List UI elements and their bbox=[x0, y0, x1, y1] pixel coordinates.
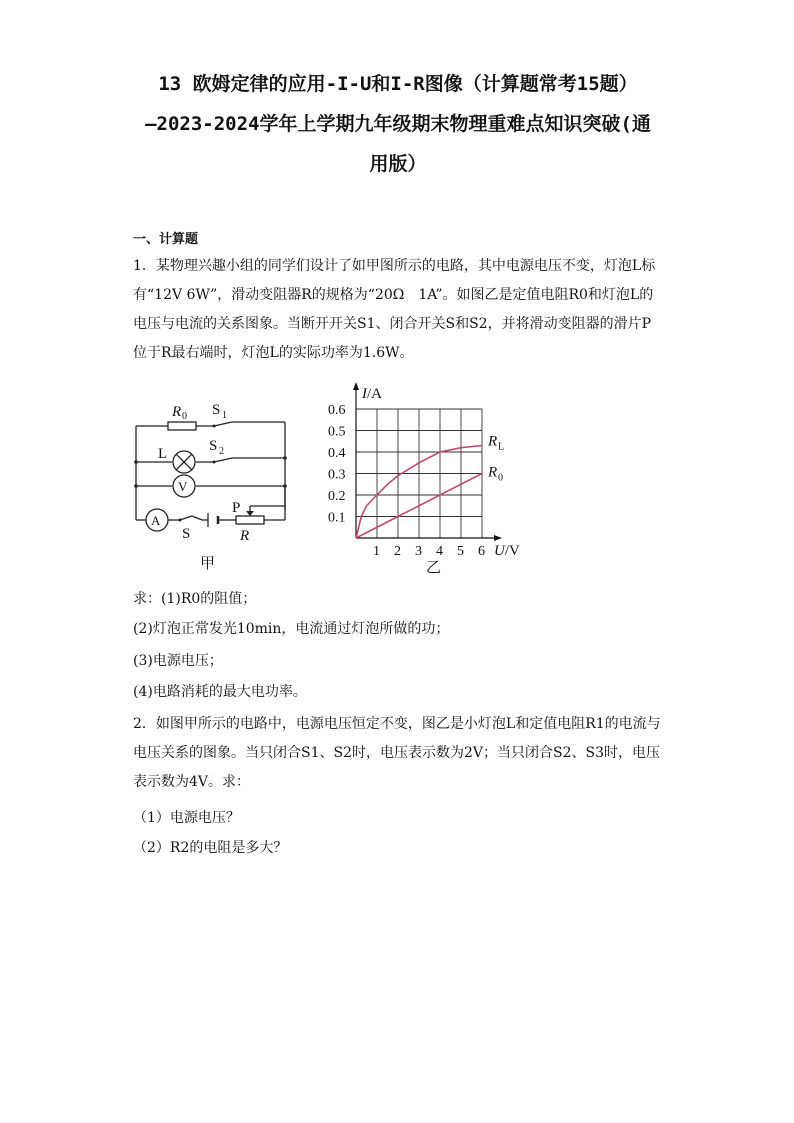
ammeter-symbol: A bbox=[151, 513, 161, 528]
label-slider: P bbox=[232, 500, 241, 516]
chart-axes bbox=[353, 382, 505, 541]
circuit-caption: 甲 bbox=[200, 556, 216, 572]
voltmeter-symbol: V bbox=[178, 479, 188, 494]
label-lamp: L bbox=[158, 446, 168, 462]
title-line-3: 用版） bbox=[369, 153, 427, 175]
x-axis-label: U/V bbox=[494, 543, 520, 559]
label-main-switch: S bbox=[182, 526, 191, 542]
y-tick-label: 0.5 bbox=[328, 424, 346, 440]
x-tick-label: 6 bbox=[478, 544, 485, 559]
y-axis-label: I/A bbox=[362, 386, 382, 402]
question-1-ask-3: (3)电源电压； bbox=[133, 653, 223, 669]
x-tick-label: 3 bbox=[415, 544, 422, 559]
label-s2-sub: 2 bbox=[219, 446, 224, 457]
question-1-stem: 1．某物理兴趣小组的同学们设计了如甲图所示的电路，其中电源电压不变，灯泡L标有“12V 6W”，滑动变阻器R的规格为“20Ω 1A”。如图乙是定值电阻R0和灯泡L的电压与电流的关系图象。当断开开关S1、闭合开关S和S2，并将滑动变阻器的滑片P位于R最右端时，灯泡L的实际功率为1.6W。 bbox=[133, 258, 656, 361]
rheostat-arrow bbox=[246, 511, 254, 516]
question-2-ask-1: （1）电源电压？ bbox=[133, 810, 240, 826]
title-line-2: —2023-2024学年上学期九年级期末物理重难点知识突破(通 bbox=[145, 113, 651, 135]
question-1-ask-4: (4)电路消耗的最大电功率。 bbox=[133, 684, 307, 700]
figure-svg bbox=[128, 378, 548, 578]
chart-caption: 乙 bbox=[426, 560, 442, 576]
y-tick-label: 0.2 bbox=[328, 489, 346, 504]
document-title bbox=[120, 64, 676, 184]
x-tick-label: 1 bbox=[373, 544, 380, 559]
chart-grid bbox=[356, 409, 482, 538]
chart-tick-labels bbox=[328, 403, 485, 559]
y-tick-label: 0.6 bbox=[328, 403, 346, 418]
x-tick-label: 5 bbox=[457, 544, 464, 559]
y-tick-label: 0.1 bbox=[328, 510, 346, 526]
series-label-r0: R bbox=[488, 464, 498, 481]
question-1-figure bbox=[128, 378, 548, 582]
label-r0-sub: 0 bbox=[182, 411, 187, 422]
y-axis-arrow bbox=[353, 382, 359, 390]
question-2-stem: 2．如图甲所示的电路中，电源电压恒定不变，图乙是小灯泡L和定值电阻R1的电流与电压关系的图象。当只闭合S1、S2时，电压表示数为2V；当只闭合S2、S3时，电压表示数为4V。求： bbox=[133, 716, 661, 790]
label-s1-sub: 1 bbox=[222, 410, 227, 421]
question-1-ask-1: 求：(1)R0的阻值； bbox=[133, 591, 257, 607]
x-axis-arrow bbox=[494, 535, 502, 541]
question-2-ask-2: （2）R2的电阻是多大？ bbox=[133, 840, 288, 856]
x-tick-label: 4 bbox=[436, 544, 443, 559]
question-1-ask-2: (2)灯泡正常发光10min，电流通过灯泡所做的功； bbox=[133, 621, 450, 637]
label-r0: R bbox=[172, 404, 182, 420]
label-rheostat: R bbox=[240, 528, 250, 544]
y-tick-label: 0.3 bbox=[328, 467, 346, 483]
iu-chart bbox=[328, 382, 520, 576]
series-label-sub-r0: 0 bbox=[498, 472, 503, 484]
series-label-rl: R bbox=[488, 433, 498, 450]
label-s2: S bbox=[209, 438, 218, 454]
section-heading: 一、计算题 bbox=[133, 232, 199, 247]
x-tick-label: 2 bbox=[394, 544, 401, 559]
series-label-sub-rl: L bbox=[498, 441, 505, 453]
title-line-1: 13 欧姆定律的应用-I-U和I-R图像（计算题常考15题） bbox=[158, 73, 638, 95]
label-s1: S bbox=[212, 402, 221, 418]
y-tick-label: 0.4 bbox=[328, 446, 346, 461]
